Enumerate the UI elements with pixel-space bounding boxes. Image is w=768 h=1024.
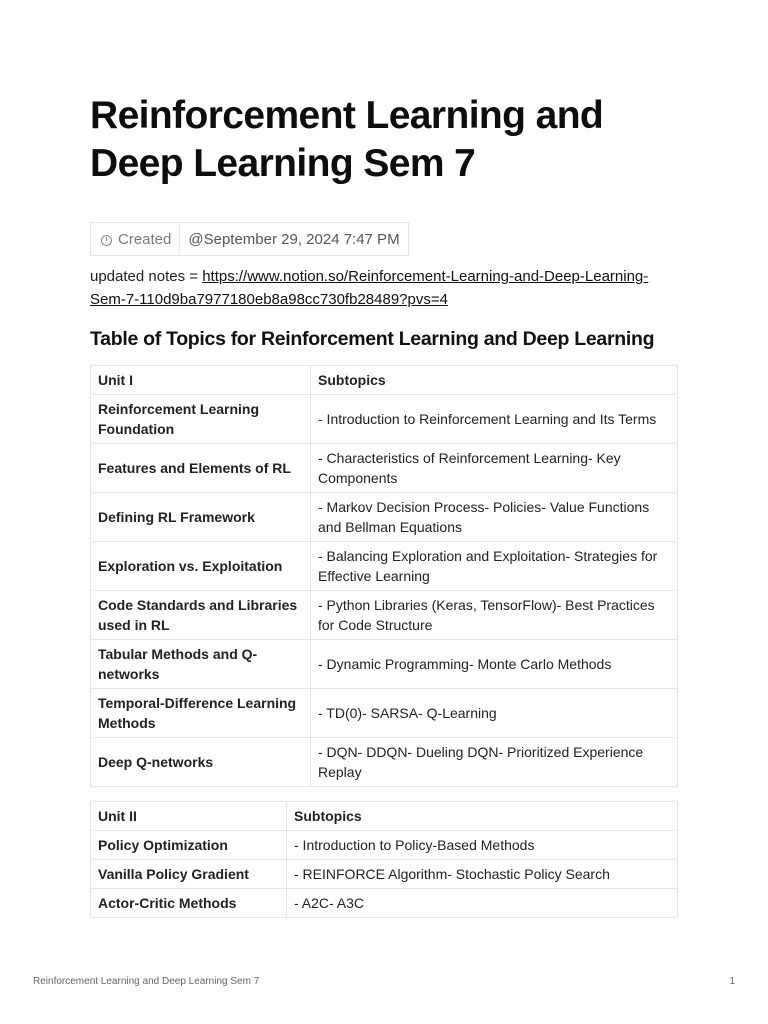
subtopics-cell: - Characteristics of Reinforcement Learning- Key Components (311, 444, 678, 493)
subtopics-cell: - Dynamic Programming- Monte Carlo Methods (311, 640, 678, 689)
subtopics-cell: - Introduction to Policy-Based Methods (287, 831, 678, 860)
table-row (91, 444, 678, 493)
notes-link[interactable]: https://www.notion.so/Reinforcement-Learning-and-Deep-Learning-Sem-7-110d9ba7977180eb8a98cc730fb28489?pvs=4 (90, 268, 649, 308)
notes-prefix: updated notes = (90, 268, 203, 285)
table-row (91, 738, 678, 787)
table-header-cell: Subtopics (311, 366, 678, 395)
topic-cell: Exploration vs. Exploitation (91, 542, 311, 591)
subtopics-cell: - Python Libraries (Keras, TensorFlow)- Best Practices for Code Structure (311, 591, 678, 640)
footer-title: Reinforcement Learning and Deep Learning Sem 7 (33, 976, 260, 987)
table-row (91, 640, 678, 689)
subtopics-cell: - REINFORCE Algorithm- Stochastic Policy Search (287, 860, 678, 889)
table-row (91, 860, 678, 889)
property-label (91, 223, 180, 255)
page-content (90, 92, 678, 918)
subtopics-cell: - DQN- DDQN- Dueling DQN- Prioritized Experience Replay (311, 738, 678, 787)
property-name: Created (118, 230, 172, 248)
table-row (91, 889, 678, 918)
topic-cell: Policy Optimization (91, 831, 287, 860)
topic-cell: Reinforcement Learning Foundation (91, 395, 311, 444)
subtopics-cell: - Markov Decision Process- Policies- Value Functions and Bellman Equations (311, 493, 678, 542)
topic-cell: Features and Elements of RL (91, 444, 311, 493)
topic-cell: Deep Q-networks (91, 738, 311, 787)
table-header-row (91, 366, 678, 395)
table-row (91, 395, 678, 444)
table-row (91, 542, 678, 591)
property-value: @September 29, 2024 7:47 PM (188, 230, 400, 248)
topic-cell: Code Standards and Libraries used in RL (91, 591, 311, 640)
table-row (91, 689, 678, 738)
table-header-row (91, 802, 678, 831)
topic-cell: Actor-Critic Methods (91, 889, 287, 918)
unit2-table (90, 801, 678, 918)
topic-cell: Vanilla Policy Gradient (91, 860, 287, 889)
table-row (91, 591, 678, 640)
subtopics-cell: - Balancing Exploration and Exploitation- Strategies for Effective Learning (311, 542, 678, 591)
table-row (91, 831, 678, 860)
topic-cell: Tabular Methods and Q-networks (91, 640, 311, 689)
table-row (91, 493, 678, 542)
table-header-cell: Unit I (91, 366, 311, 395)
clock-icon (101, 235, 112, 246)
unit1-table (90, 365, 678, 787)
subtopics-cell: - TD(0)- SARSA- Q-Learning (311, 689, 678, 738)
section-heading: Table of Topics for Reinforcement Learning and Deep Learning (90, 328, 655, 350)
topic-cell: Temporal-Difference Learning Methods (91, 689, 311, 738)
updated-notes (90, 265, 678, 311)
subtopics-cell: - A2C- A3C (287, 889, 678, 918)
page-title: Reinforcement Learning and Deep Learning Sem 7 (90, 94, 604, 185)
table-header-cell: Subtopics (287, 802, 678, 831)
table-header-cell: Unit II (91, 802, 287, 831)
subtopics-cell: - Introduction to Reinforcement Learning and Its Terms (311, 395, 678, 444)
topic-cell: Defining RL Framework (91, 493, 311, 542)
property-created (90, 222, 409, 256)
page-number: 1 (729, 976, 735, 987)
